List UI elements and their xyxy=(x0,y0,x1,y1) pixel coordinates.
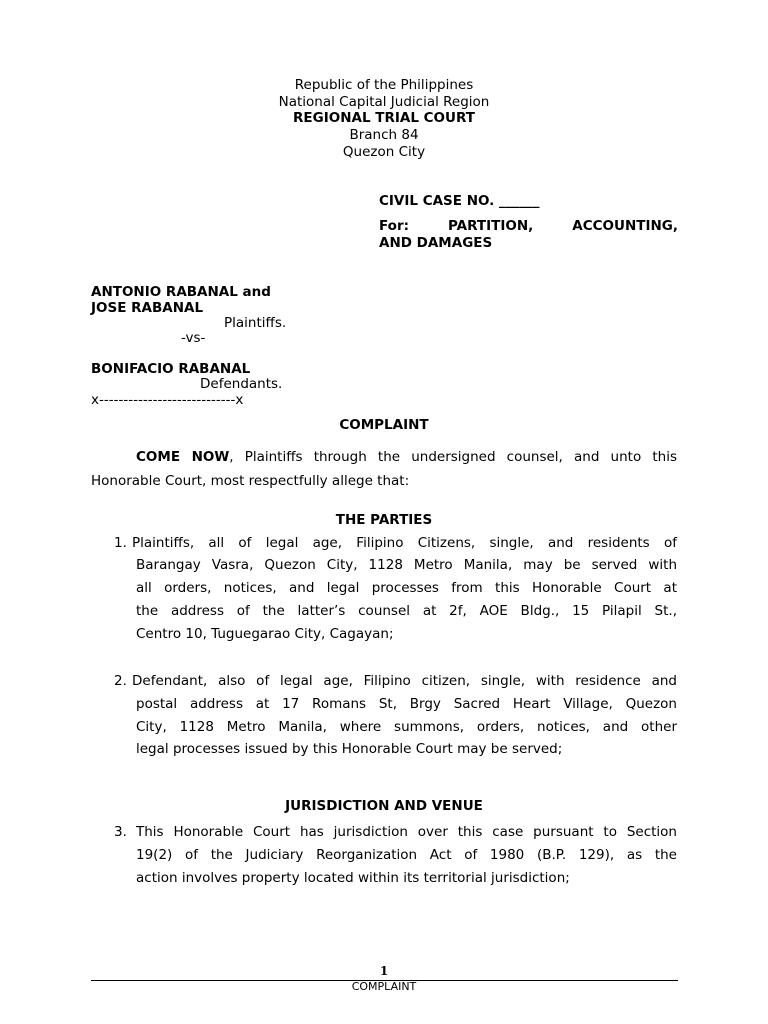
plaintiff-name-line2: JOSE RABANAL xyxy=(91,300,204,316)
defendant-name: BONIFACIO RABANAL xyxy=(91,361,251,377)
item-2-line-4: legal processes issued by this Honorable Court may be served; xyxy=(136,741,563,757)
item-1-number: 1. xyxy=(114,535,127,551)
item-3-line-1: This Honorable Court has jurisdiction over this case pursuant to Section xyxy=(136,824,677,840)
item-1-line-3: all orders, notices, and legal processes from this Honorable Court at xyxy=(136,580,677,596)
header-region: National Capital Judicial Region xyxy=(278,94,490,110)
item-1-line-1: Plaintiffs, all of legal age, Filipino Citizens, single, and residents of xyxy=(132,535,677,551)
footer-label: COMPLAINT xyxy=(351,980,417,993)
item-3-number: 3. xyxy=(114,824,127,840)
item-3-line-2: 19(2) of the Judiciary Reorganization Act of 1980 (B.P. 129), as the xyxy=(136,847,677,863)
case-nature-line2: AND DAMAGES xyxy=(379,235,493,251)
page-number: 1 xyxy=(379,964,389,978)
header-court: REGIONAL TRIAL COURT xyxy=(293,110,475,126)
item-2-line-3: City, 1128 Metro Manila, where summons, orders, notices, and other xyxy=(136,719,677,735)
plaintiff-name-line1: ANTONIO RABANAL and xyxy=(91,284,271,300)
versus-label: -vs- xyxy=(181,330,206,346)
header-republic: Republic of the Philippines xyxy=(294,77,474,93)
case-number: CIVIL CASE NO. ______ xyxy=(379,193,540,209)
item-3-line-3: action involves property located within its territorial jurisdiction; xyxy=(136,870,570,886)
intro-come-now: COME NOW xyxy=(136,449,230,465)
caption-separator: x----------------------------x xyxy=(91,392,244,408)
case-for-label: For: xyxy=(379,218,410,234)
defendants-label: Defendants. xyxy=(200,376,283,392)
document-title: COMPLAINT xyxy=(339,417,429,433)
case-nature-accounting: ACCOUNTING, xyxy=(572,218,678,234)
section-heading-parties: THE PARTIES xyxy=(335,512,433,528)
header-city: Quezon City xyxy=(342,144,426,160)
item-2-number: 2. xyxy=(114,673,127,689)
item-1-line-5: Centro 10, Tuguegarao City, Cagayan; xyxy=(136,626,394,642)
intro-rest: , Plaintiffs through the undersigned counsel, and unto this xyxy=(229,449,677,465)
intro-line2: Honorable Court, most respectfully allege that: xyxy=(91,473,410,489)
intro-line1 xyxy=(136,449,677,465)
item-1-line-4: the address of the latter’s counsel at 2f, AOE Bldg., 15 Pilapil St., xyxy=(136,603,677,619)
header-branch: Branch 84 xyxy=(349,127,419,143)
plaintiffs-label: Plaintiffs. xyxy=(224,315,287,331)
item-2-line-2: postal address at 17 Romans St, Brgy Sacred Heart Village, Quezon xyxy=(136,696,677,712)
case-nature-line1 xyxy=(379,218,678,234)
section-heading-jurisdiction: JURISDICTION AND VENUE xyxy=(285,798,483,814)
case-nature-partition: PARTITION, xyxy=(448,218,534,234)
item-1-line-2: Barangay Vasra, Quezon City, 1128 Metro Manila, may be served with xyxy=(136,557,677,573)
item-2-line-1: Defendant, also of legal age, Filipino citizen, single, with residence and xyxy=(132,673,677,689)
